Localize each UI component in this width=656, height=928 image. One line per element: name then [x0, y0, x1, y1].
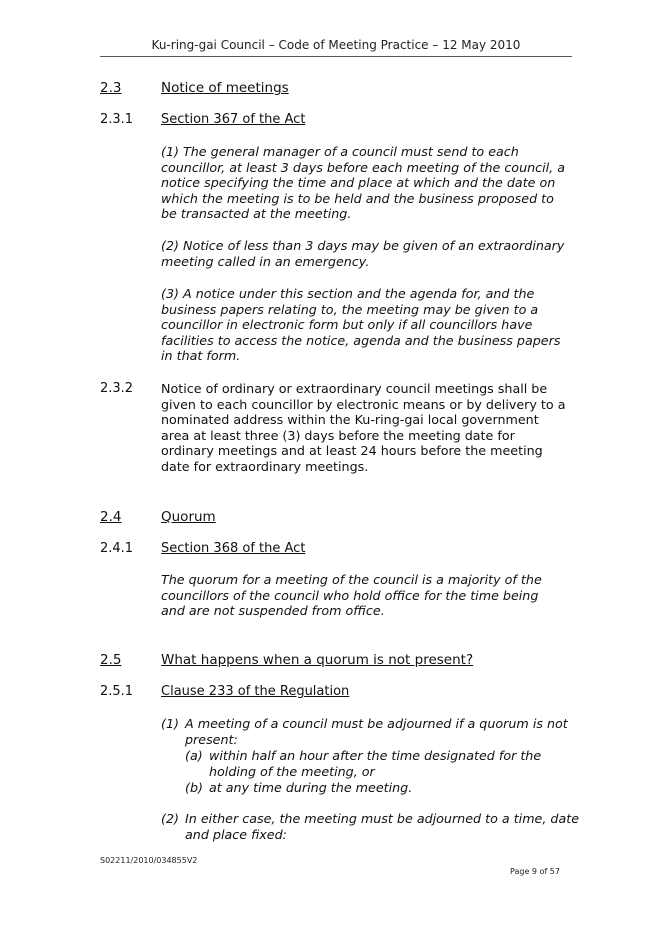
clause-2-5-1-title: Clause 233 of the Regulation	[161, 684, 350, 699]
clause-2-3-1-para-3: (3) A notice under this section and the agenda for, and the business papers relating to, the meeting may be given to a councillor in electronic form but only if all councillors have facilities to access the notice, agenda and the business papers in that form.	[161, 286, 561, 364]
clause-2-4-1-title: Section 368 of the Act	[161, 541, 306, 556]
page-number: Page 9 of 57	[510, 867, 560, 876]
page-header: Ku-ring-gai Council – Code of Meeting Practice – 12 May 2010	[151, 38, 521, 52]
section-2-4-number: 2.4	[100, 509, 122, 525]
section-2-3-title: Notice of meetings	[161, 80, 289, 96]
clause-2-5-1-para-2-line-1: In either case, the meeting must be adjourned to a time, date	[185, 811, 580, 826]
clause-2-3-2-text: Notice of ordinary or extraordinary council meetings shall be given to each councillor by electronic means or by delivery to a nominated address within the Ku-ring-gai local government area at least three (3) days before the meeting date for ordinary meetings and at least 24 hours before the meeting date for extraordinary meetings.	[161, 381, 566, 474]
section-2-4-title: Quorum	[161, 509, 216, 525]
clause-2-5-1-para-1-number: (1)	[161, 716, 179, 731]
clause-2-3-1-title: Section 367 of the Act	[161, 112, 306, 127]
clause-2-5-1-para-1-line-1: A meeting of a council must be adjourned if a quorum is not	[185, 716, 568, 731]
clause-2-5-1-item-a-number: (a)	[185, 748, 203, 763]
section-2-3-number: 2.3	[100, 80, 122, 96]
clause-2-3-1-para-1: (1) The general manager of a council must send to each councillor, at least 3 days before each meeting of the council, a notice specifying the time and place at which and the date on which the meeting is to be held and the business proposed to be transacted at the meeting.	[161, 144, 566, 222]
clause-2-3-2-number: 2.3.2	[100, 381, 134, 396]
clause-2-4-1-number: 2.4.1	[100, 541, 134, 556]
clause-2-4-1-para-1: The quorum for a meeting of the council is a majority of the councillors of the council who hold office for the time being and are not suspended from office.	[161, 572, 542, 619]
clause-2-5-1-item-b-line-1: at any time during the meeting.	[209, 780, 413, 795]
header-rule	[100, 56, 572, 57]
clause-2-5-1-item-a-line-1: within half an hour after the time designated for the	[209, 748, 542, 763]
clause-2-5-1-item-b-number: (b)	[185, 780, 203, 795]
clause-2-5-1-para-2-number: (2)	[161, 811, 179, 826]
clause-2-3-1-para-2: (2) Notice of less than 3 days may be given of an extraordinary meeting called in an emergency.	[161, 238, 565, 269]
document-reference: S02211/2010/034855V2	[100, 856, 198, 865]
clause-2-5-1-para-2-line-2: and place fixed:	[185, 827, 287, 842]
clause-2-5-1-number: 2.5.1	[100, 684, 134, 699]
clause-2-5-1-item-a-line-2: holding of the meeting, or	[209, 764, 375, 779]
section-2-5-number: 2.5	[100, 652, 122, 668]
clause-2-3-1-number: 2.3.1	[100, 112, 134, 127]
clause-2-5-1-para-1-line-2: present:	[185, 732, 238, 747]
section-2-5-title: What happens when a quorum is not present?	[161, 652, 474, 668]
